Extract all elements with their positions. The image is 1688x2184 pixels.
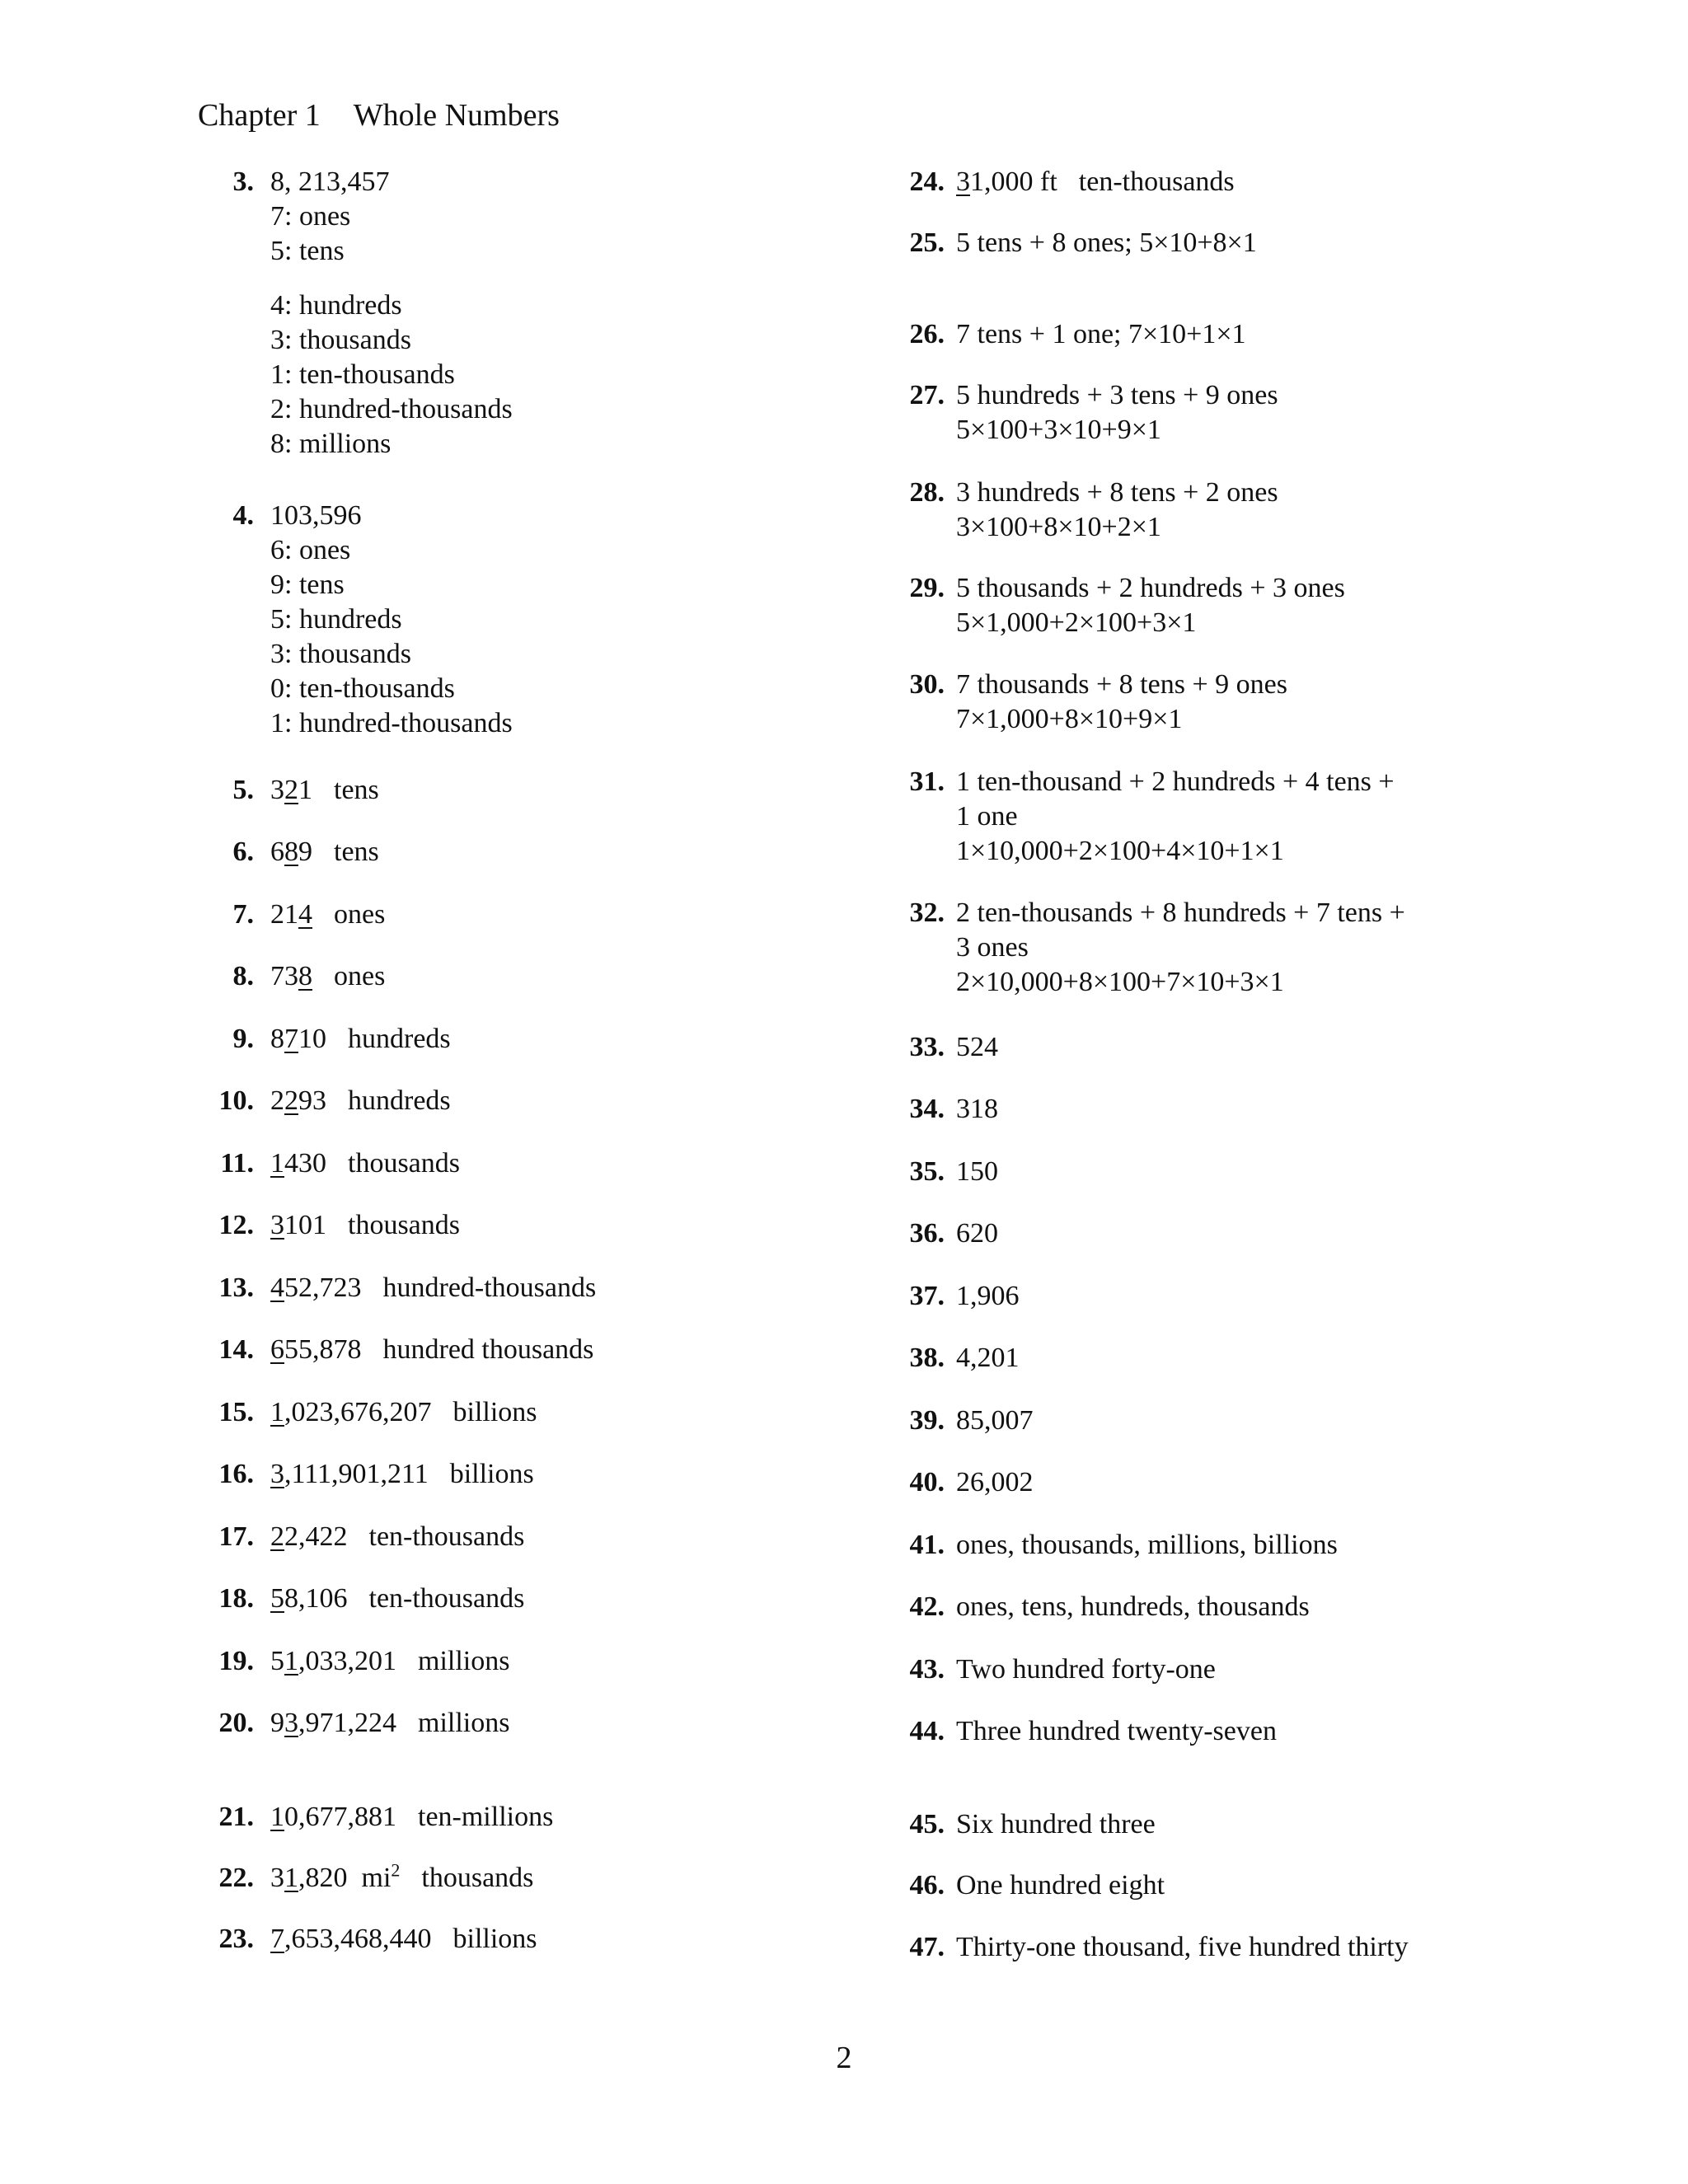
digits-after: 2,422	[284, 1521, 348, 1552]
digits-before: 6	[270, 837, 284, 867]
answer-body	[956, 1465, 1034, 1500]
underlined-digit: 1	[270, 1802, 284, 1832]
answer-body	[956, 378, 1278, 448]
underlined-digit: 1	[270, 1397, 284, 1427]
answer-body	[956, 1652, 1216, 1687]
answer-line	[270, 1146, 460, 1181]
answer-line: 1,906	[956, 1281, 1020, 1311]
digits-after: 8,106	[284, 1583, 348, 1614]
answer-number: 25.	[909, 227, 945, 258]
answer-line	[270, 1271, 596, 1305]
answer-number: 13.	[218, 1272, 254, 1303]
answer-line	[270, 835, 379, 869]
answer-body	[270, 1644, 509, 1679]
answer-number: 36.	[909, 1218, 945, 1249]
answer-number: 14.	[218, 1334, 254, 1365]
answer-number: 30.	[909, 669, 945, 700]
answer-number: 39.	[909, 1405, 945, 1436]
answer-line	[270, 1457, 534, 1492]
answer-line: 9: tens	[270, 569, 345, 600]
answer-body	[956, 1714, 1277, 1749]
answer-number: 16.	[218, 1459, 254, 1489]
answer-line	[956, 165, 1235, 199]
answer-line	[270, 1395, 537, 1430]
answer-number: 5.	[232, 775, 254, 805]
answer-number: 37.	[909, 1281, 945, 1311]
answer-body	[270, 1271, 596, 1305]
answer-line: 1 ten-thousand + 2 hundreds + 4 tens +	[956, 766, 1395, 797]
answer-body	[956, 1341, 1020, 1376]
page-header	[198, 97, 560, 134]
place-value-label: tens	[334, 775, 379, 805]
answer-body	[270, 1084, 451, 1118]
answer-number: 17.	[218, 1521, 254, 1552]
place-value-label: billions	[449, 1459, 534, 1489]
place-value-label: billions	[452, 1924, 537, 1954]
underlined-digit: 4	[298, 899, 312, 930]
answer-number: 31.	[909, 766, 945, 797]
digits-before: 3	[270, 775, 284, 805]
place-value-label: ten-thousands	[1078, 166, 1235, 197]
answer-line: 318	[956, 1094, 998, 1124]
answer-line: 7 tens + 1 one; 7×10+1×1	[956, 319, 1246, 349]
chapter-title: Whole Numbers	[353, 98, 560, 133]
answer-line: 8, 213,457	[270, 166, 390, 197]
answer-line: 3: thousands	[270, 325, 411, 355]
answer-number: 23.	[218, 1924, 254, 1954]
answer-number: 33.	[909, 1032, 945, 1062]
answer-body	[270, 835, 379, 869]
answer-body	[270, 1582, 524, 1616]
digits-after: 10	[298, 1024, 326, 1054]
answer-number: 15.	[218, 1397, 254, 1427]
digits-after: 0,677,881	[284, 1802, 396, 1832]
answer-body	[956, 1404, 1034, 1438]
answer-line	[270, 898, 385, 932]
answer-line: 3 hundreds + 8 tens + 2 ones	[956, 477, 1278, 508]
digits-before: 2	[270, 1085, 284, 1116]
digits-after: 1	[298, 775, 312, 805]
answer-number: 24.	[909, 166, 945, 197]
answer-line: 5×100+3×10+9×1	[956, 415, 1161, 445]
answer-body	[270, 898, 385, 932]
place-value-label: thousands	[348, 1148, 460, 1179]
digits-before: 21	[270, 899, 298, 930]
answer-line	[270, 1582, 524, 1616]
digits-after: 430	[284, 1148, 326, 1179]
answer-line: 5: tens	[270, 236, 345, 266]
answer-number: 22.	[218, 1863, 254, 1893]
answer-line: 2: hundred-thousands	[270, 394, 513, 424]
answer-body	[270, 1520, 524, 1554]
answer-body	[270, 1457, 534, 1492]
answer-line	[270, 959, 385, 994]
answer-line	[270, 1520, 524, 1554]
answer-line: ones, tens, hundreds, thousands	[956, 1591, 1310, 1622]
answer-line: 5: hundreds	[270, 604, 402, 635]
underlined-digit: 7	[270, 1924, 284, 1954]
digits-after: 93	[298, 1085, 326, 1116]
answer-line: 4: hundreds	[270, 290, 402, 321]
answer-body	[270, 959, 385, 994]
answer-body	[270, 1800, 553, 1835]
answer-body	[956, 1807, 1156, 1842]
underlined-digit: 4	[270, 1272, 284, 1303]
page-number: 2	[836, 2041, 852, 2075]
digits-before: 3	[270, 1863, 284, 1893]
answer-line: 3: thousands	[270, 639, 411, 669]
answer-number: 8.	[232, 961, 254, 991]
answer-line: ones, thousands, millions, billions	[956, 1530, 1338, 1560]
answer-body	[270, 1146, 460, 1181]
answer-body	[956, 571, 1345, 640]
answer-line	[270, 1861, 533, 1896]
blank-line	[270, 269, 513, 288]
place-value-label: ten-thousands	[368, 1521, 525, 1552]
answer-body	[270, 773, 379, 808]
underlined-digit: 2	[284, 775, 298, 805]
answer-number: 29.	[909, 573, 945, 603]
underlined-digit: 8	[298, 961, 312, 991]
chapter-label: Chapter 1	[198, 98, 321, 133]
answer-number: 28.	[909, 477, 945, 508]
underlined-digit: 3	[956, 166, 970, 197]
answer-body	[956, 1216, 998, 1251]
answer-number: 6.	[232, 837, 254, 867]
answer-line: 0: ten-thousands	[270, 673, 455, 704]
answer-body	[956, 1279, 1020, 1314]
answer-line: 7: ones	[270, 201, 351, 232]
answer-body	[270, 1706, 509, 1741]
place-value-label: hundreds	[348, 1085, 451, 1116]
digits-after: ,023,676,207	[284, 1397, 432, 1427]
digits-after: ,111,901,211	[284, 1459, 429, 1489]
answer-body	[956, 165, 1235, 199]
answer-body	[956, 1092, 998, 1127]
answer-line	[270, 1706, 509, 1741]
underlined-digit: 1	[284, 1863, 298, 1893]
answer-number: 35.	[909, 1156, 945, 1187]
answer-line: 1×10,000+2×100+4×10+1×1	[956, 836, 1284, 866]
underlined-digit: 1	[270, 1148, 284, 1179]
place-value-label: ones	[334, 961, 386, 991]
place-value-label: ten-thousands	[368, 1583, 525, 1614]
answer-number: 19.	[218, 1646, 254, 1676]
answer-number: 43.	[909, 1654, 945, 1685]
answer-line: 1 one	[956, 801, 1018, 832]
digits-after: ,653,468,440	[284, 1924, 432, 1954]
answer-line: 2×10,000+8×100+7×10+3×1	[956, 967, 1284, 997]
answer-body	[956, 765, 1395, 869]
underlined-digit: 7	[284, 1024, 298, 1054]
answer-line: 26,002	[956, 1467, 1034, 1497]
answer-number: 27.	[909, 380, 945, 410]
answer-line: 524	[956, 1032, 998, 1062]
answer-body	[956, 1868, 1165, 1903]
answer-line: 5 tens + 8 ones; 5×10+8×1	[956, 227, 1257, 258]
place-value-label: hundred-thousands	[382, 1272, 597, 1303]
answer-number: 10.	[218, 1085, 254, 1116]
answer-body	[270, 1208, 460, 1243]
answer-line	[270, 773, 379, 808]
digits-after: ,033,201	[298, 1646, 396, 1676]
digits-after: 55,878	[284, 1334, 362, 1365]
digits-after: 9	[298, 837, 312, 867]
answer-line: 5 thousands + 2 hundreds + 3 ones	[956, 573, 1345, 603]
answer-line	[270, 1922, 537, 1957]
answer-number: 45.	[909, 1809, 945, 1840]
answer-number: 41.	[909, 1530, 945, 1560]
answer-number: 20.	[218, 1708, 254, 1738]
answer-line: 8: millions	[270, 429, 392, 459]
answer-number: 9.	[232, 1024, 254, 1054]
place-value-label: thousands	[421, 1863, 534, 1893]
answer-line: Three hundred twenty-seven	[956, 1716, 1277, 1746]
answer-body	[956, 476, 1278, 545]
digits-after: 101	[284, 1210, 326, 1240]
answer-number: 32.	[909, 898, 945, 928]
place-value-label: billions	[452, 1397, 537, 1427]
answer-line: One hundred eight	[956, 1870, 1165, 1900]
answer-body	[270, 1022, 451, 1057]
answer-line: Two hundred forty-one	[956, 1654, 1216, 1685]
answer-number: 3.	[232, 166, 254, 197]
answer-line: 1: hundred-thousands	[270, 708, 513, 738]
answer-line	[270, 1644, 509, 1679]
underlined-digit: 2	[284, 1085, 298, 1116]
answer-number: 47.	[909, 1932, 945, 1962]
answer-body	[270, 1861, 533, 1896]
underlined-digit: 8	[284, 837, 298, 867]
answer-line: Thirty-one thousand, five hundred thirty	[956, 1932, 1409, 1962]
answer-number: 18.	[218, 1583, 254, 1614]
exponent: 2	[391, 1859, 401, 1881]
answer-body	[270, 1395, 537, 1430]
answer-body	[956, 226, 1257, 260]
answer-body	[270, 1922, 537, 1957]
answer-line	[270, 1333, 593, 1367]
answer-body	[956, 1155, 998, 1189]
answer-line: 620	[956, 1218, 998, 1249]
place-value-label: ones	[334, 899, 386, 930]
place-value-label: thousands	[348, 1210, 460, 1240]
answer-number: 7.	[232, 899, 254, 930]
answer-body	[956, 896, 1405, 1000]
answer-body	[270, 499, 513, 741]
answer-line: 7×1,000+8×10+9×1	[956, 704, 1183, 734]
underlined-digit: 5	[270, 1583, 284, 1614]
answer-number: 12.	[218, 1210, 254, 1240]
digits-after: 1,000 ft	[970, 166, 1057, 197]
answer-number: 21.	[218, 1802, 254, 1832]
underlined-digit: 3	[284, 1708, 298, 1738]
underlined-digit: 6	[270, 1334, 284, 1365]
digits-before: 73	[270, 961, 298, 991]
answer-line	[270, 1800, 553, 1835]
answer-line: 103,596	[270, 500, 362, 531]
answer-number: 38.	[909, 1343, 945, 1373]
answer-line: 150	[956, 1156, 998, 1187]
answer-body	[270, 165, 513, 462]
answer-line: 1: ten-thousands	[270, 359, 455, 390]
underlined-digit: 3	[270, 1210, 284, 1240]
place-value-label: hundreds	[348, 1024, 451, 1054]
place-value-label: millions	[418, 1646, 510, 1676]
answer-body	[956, 668, 1287, 737]
answer-body	[956, 317, 1246, 352]
digits-before: 8	[270, 1024, 284, 1054]
answer-body	[956, 1528, 1338, 1563]
underlined-digit: 1	[284, 1646, 298, 1676]
answer-number: 11.	[220, 1148, 254, 1179]
place-value-label: tens	[334, 837, 379, 867]
answer-line	[270, 1208, 460, 1243]
answer-line: 6: ones	[270, 535, 351, 565]
answer-number: 40.	[909, 1467, 945, 1497]
underlined-digit: 2	[270, 1521, 284, 1552]
answer-number: 46.	[909, 1870, 945, 1900]
answer-line: Six hundred three	[956, 1809, 1156, 1840]
answer-line: 7 thousands + 8 tens + 9 ones	[956, 669, 1287, 700]
answer-body	[270, 1333, 593, 1367]
digits-after: ,971,224	[298, 1708, 396, 1738]
place-value-label: hundred thousands	[382, 1334, 594, 1365]
answer-number: 4.	[232, 500, 254, 531]
answer-body	[956, 1030, 998, 1065]
digits-after: 52,723	[284, 1272, 362, 1303]
digits-before: 5	[270, 1646, 284, 1676]
answer-line: 5 hundreds + 3 tens + 9 ones	[956, 380, 1278, 410]
answer-line: 85,007	[956, 1405, 1034, 1436]
answer-body	[956, 1930, 1409, 1965]
digits-after: ,820 mi	[298, 1863, 392, 1893]
underlined-digit: 3	[270, 1459, 284, 1489]
answer-line: 5×1,000+2×100+3×1	[956, 607, 1197, 638]
answer-number: 44.	[909, 1716, 945, 1746]
answer-number: 34.	[909, 1094, 945, 1124]
answer-line: 4,201	[956, 1343, 1020, 1373]
answer-line	[270, 1022, 451, 1057]
answer-line	[270, 1084, 451, 1118]
answer-line: 3×100+8×10+2×1	[956, 512, 1161, 542]
answer-body	[956, 1590, 1310, 1624]
answer-number: 42.	[909, 1591, 945, 1622]
digits-before: 9	[270, 1708, 284, 1738]
answer-line: 2 ten-thousands + 8 hundreds + 7 tens +	[956, 898, 1405, 928]
answer-line: 3 ones	[956, 932, 1029, 963]
answer-number: 26.	[909, 319, 945, 349]
place-value-label: ten-millions	[418, 1802, 554, 1832]
place-value-label: millions	[418, 1708, 510, 1738]
